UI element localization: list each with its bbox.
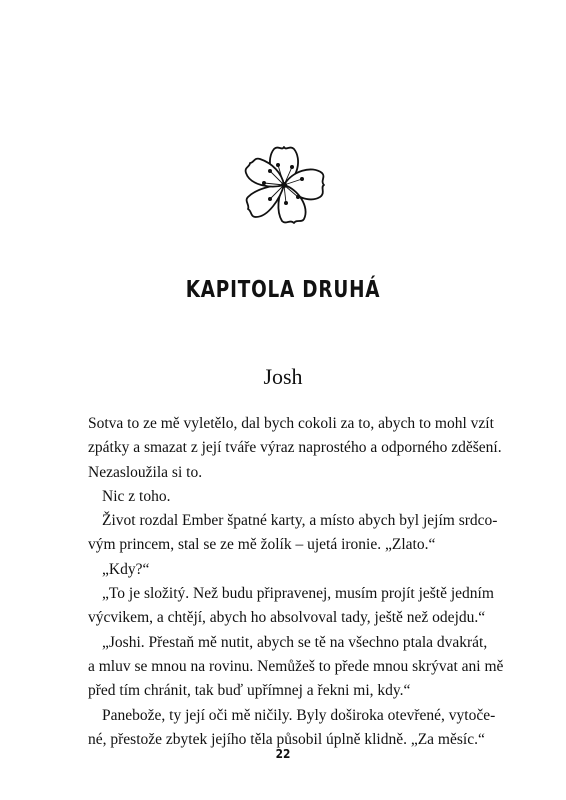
text-line: „To je složitý. Než budu připravenej, musím projít ještě jedním [102,585,494,603]
text-line: Život rozdal Ember špatné karty, a místo abych byl jejím srdco- [102,512,498,530]
body-text [88,412,504,752]
page-number: 22 [275,746,291,761]
text-line: před tím chránit, tak buď upřímnej a řekni mi, kdy.“ [88,682,411,700]
text-line: a mluv se mnou na rovinu. Nemůžeš to přede mnou skrývat ani mě [88,657,504,675]
chapter-pov-heading: Josh [263,364,303,389]
text-line: výcvikem, a chtějí, abych ho absolvoval tady, ještě než odejdu.“ [88,609,486,627]
text-line: „Kdy?“ [102,560,150,578]
cherry-blossom-icon [240,141,328,235]
text-line: zpátky a smazat z její tváře výraz naprostého a odporného zděšení. [88,439,502,457]
text-line: „Joshi. Přestaň mě nutit, abych se tě na všechno ptala dvakrát, [102,633,488,651]
text-line: vým princem, stal se ze mě žolík – ujetá ironie. „Zlato.“ [88,536,436,554]
text-line: Nezasloužila si to. [88,463,203,481]
text-line: Panebože, ty její oči mě ničily. Byly doširoka otevřené, vytoče- [102,706,496,724]
chapter-title: KAPITOLA DRUHÁ [185,277,381,303]
text-line: Nic z toho. [102,487,171,505]
text-line: Sotva to ze mě vyletělo, dal bych cokoli za to, abych to mohl vzít [88,415,494,432]
text-line: né, přestože zbytek jejího těla působil úplně klidně. „Za měsíc.“ [88,730,485,748]
